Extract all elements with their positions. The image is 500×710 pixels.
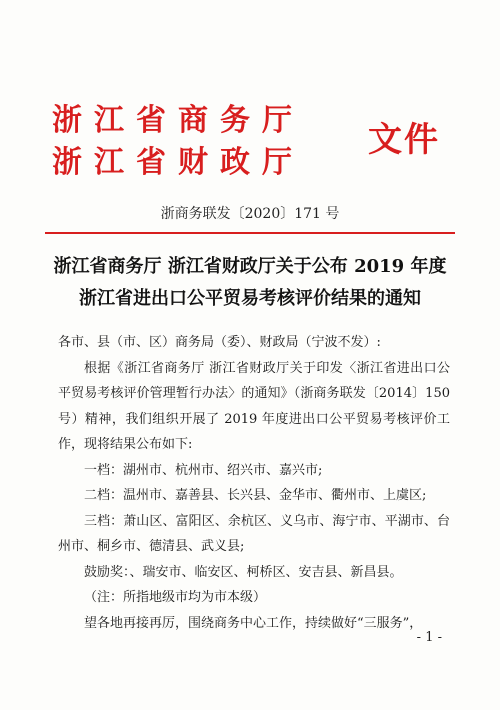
document-title-line-1: 浙江省商务厅 浙江省财政厅关于公布 2019 年度 bbox=[53, 256, 447, 277]
document-type-label: 文件 bbox=[368, 120, 440, 160]
issuer-name-finance: 浙江省财政厅 bbox=[52, 145, 304, 180]
document-number: 浙商务联发〔2020〕171 号 bbox=[160, 206, 340, 222]
tier-one-list: 一档：湖州市、杭州市、绍兴市、嘉兴市; bbox=[84, 462, 323, 478]
encouragement-award-list: 鼓励奖：、瑞安市、临安区、柯桥区、安吉县、新昌县。 bbox=[84, 564, 403, 580]
tier-two-list: 二档：温州市、嘉善县、长兴县、金华市、衢州市、上虞区; bbox=[84, 488, 427, 503]
salutation: 各市、县（市、区）商务局（委）、财政局（宁波不发）: bbox=[58, 335, 381, 350]
tier-three-list: 三档：萧山区、富阳区、余杭区、义乌市、海宁市、平湖市、台州市、桐乡市、德清县、武义县; bbox=[58, 513, 450, 554]
note-paragraph: （注：所指地级市均为市本级） bbox=[84, 590, 267, 605]
body-paragraph: 根据《浙江省商务厅 浙江省财政厅关于印发〈浙江省进出口公平贸易考核评价管理暂行办法〉的通知》（浙商务联发〔2014〕150 号）精神，我们组织开展了 2019 年度进出口公平贸易考核评价工作，现将结果公布如下: bbox=[58, 360, 450, 452]
page-number: - 1 - bbox=[416, 630, 442, 645]
document-title-line-2: 浙江省进出口公平贸易考核评价结果的通知 bbox=[79, 288, 421, 309]
closing-paragraph: 望各地再接再厉，围绕商务中心工作，持续做好“三服务”， bbox=[84, 615, 423, 631]
red-divider-line bbox=[45, 232, 455, 234]
issuer-name-commerce: 浙江省商务厅 bbox=[52, 103, 304, 138]
document-body bbox=[58, 330, 450, 636]
